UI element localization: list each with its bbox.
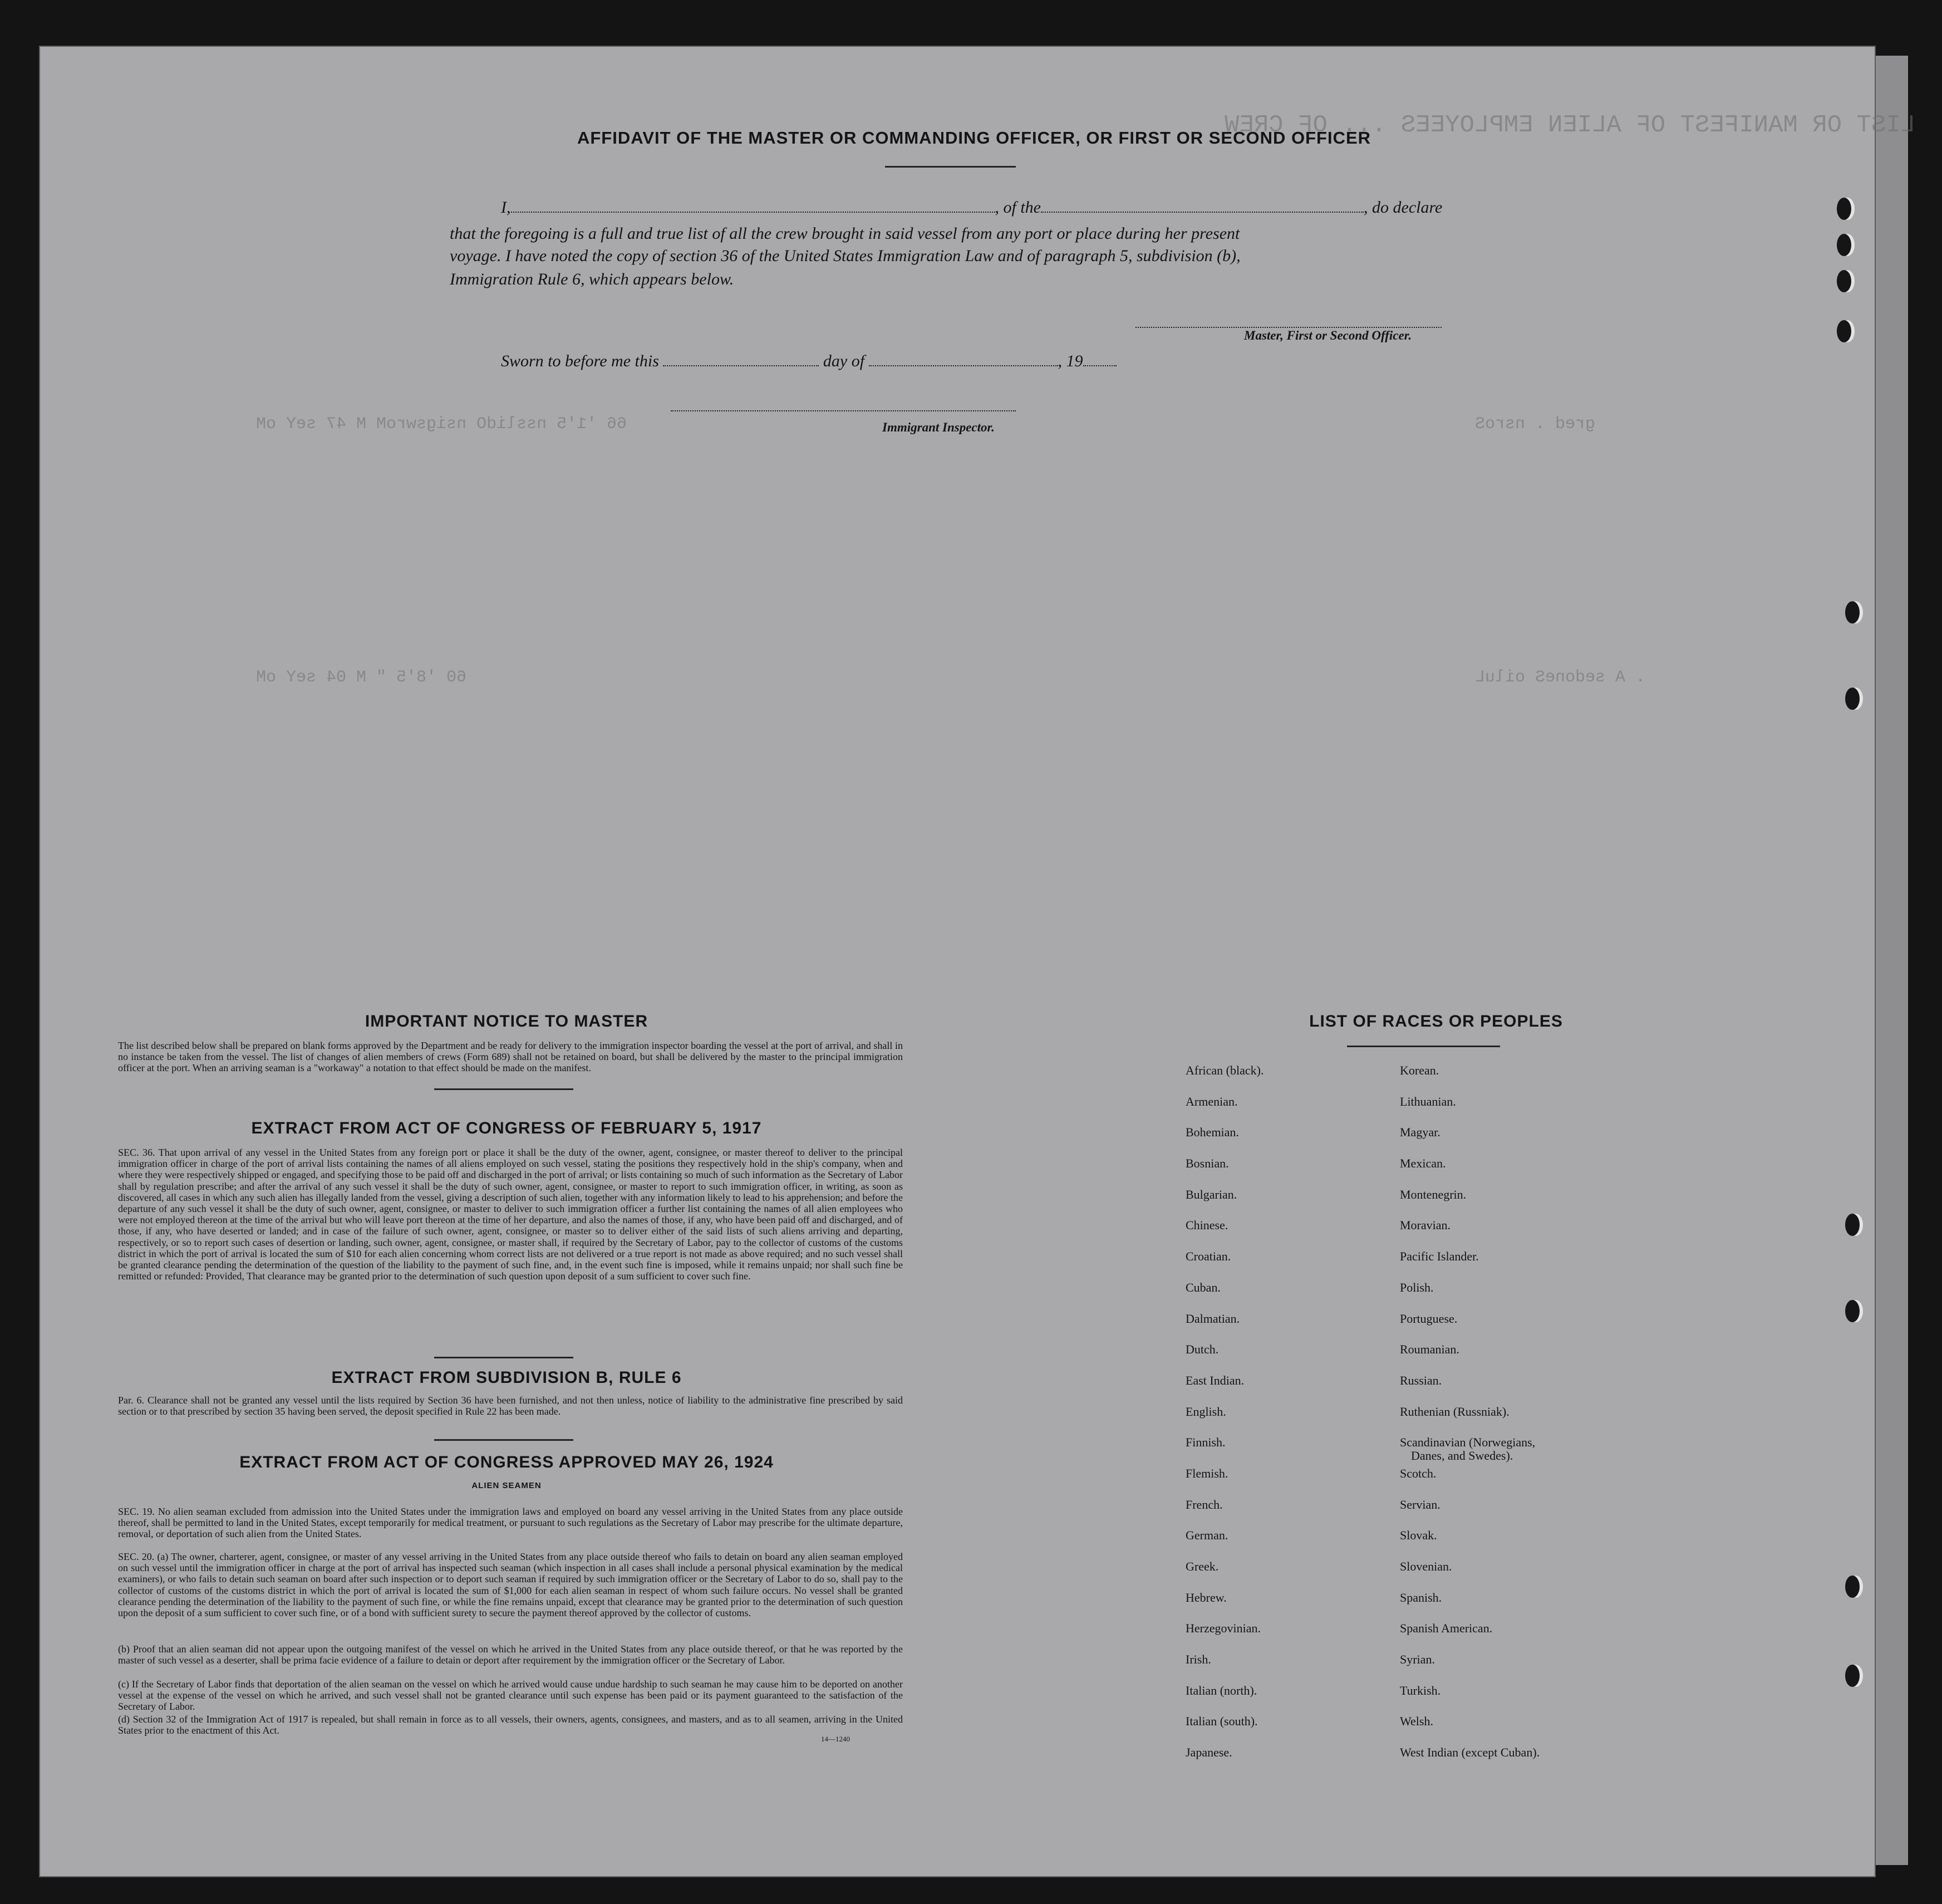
bleed-through-text: LIST OR MANIFEST OF ALIEN EMPLOYEES ... OF CREW [1225, 111, 1916, 139]
extract-rule6-body: Par. 6. Clearance shall not be granted any vessel until the lists required by Section 36 have been furnished, and not then unless, notice of liability to the administrative fine prescribed by said section or to that prescribed by section 35 having been served, the deposit specified in Rule 22 has been made. [118, 1395, 903, 1417]
sworn-label: Sworn to before me this [501, 352, 659, 370]
sheet-edge [1876, 56, 1908, 1865]
binder-hole [1837, 234, 1851, 256]
race-item: Bosnian. [1186, 1156, 1229, 1171]
race-item: Montenegrin. [1400, 1187, 1467, 1201]
notice-body: The list described below shall be prepared on blank forms approved by the Department and be ready for delivery to the immigration inspector boarding the vessel at the port of arrival, and shall in no instance be taken from the vessel. The list of changes of alien members of crews (Form 689) shall not be retained on board, but shall be delivered by the master to the principal immigration officer at the port. When an arriving seaman is a "workaway" a notation to that effect should be made on the manifest. [118, 1040, 903, 1073]
master-signature-caption: Master, First or Second Officer. [1244, 328, 1412, 342]
race-item: English. [1186, 1404, 1226, 1419]
race-item: Korean. [1400, 1063, 1439, 1077]
race-item [1400, 1435, 1540, 1466]
race-item: East Indian. [1186, 1373, 1245, 1387]
binder-hole [1845, 1214, 1860, 1236]
race-item: Herzegovinian. [1186, 1621, 1261, 1636]
race-item: Hebrew. [1186, 1590, 1227, 1604]
master-signature-line[interactable] [1135, 326, 1442, 328]
races-left-column [1186, 1063, 1263, 1777]
race-item: Bulgarian. [1186, 1187, 1237, 1201]
race-item: Servian. [1400, 1497, 1440, 1512]
race-item: Lithuanian. [1400, 1094, 1456, 1108]
extract-rule6-title: EXTRACT FROM SUBDIVISION B, RULE 6 [331, 1368, 682, 1387]
race-item: Syrian. [1400, 1652, 1435, 1667]
race-item: Mexican. [1400, 1156, 1446, 1171]
race-item: Pacific Islander. [1400, 1249, 1479, 1264]
extract-1917-body: SEC. 36. That upon arrival of any vessel in the United States from any foreign port or place it shall be the duty of the owner, agent, consignee, or master thereof to deliver to the principal immigration officer in charge of the port of arrival lists containing the names of all aliens employed on such vessel, stating the positions they respectively hold in the ship's company, when and where they were respectively shipped or engaged, and specifying those to be paid off and discharged in the port of arrival; or lists containing so much of such information as the Secretary of Labor shall by regulation prescribe; and after the arrival of any such vessel it shall be the duty of such owner, agent, consignee, or master to report to such immigration officer, in writing, as soon as discovered, all cases in which any such alien has illegally landed from the vessel, giving a description of such alien, together with any information likely to lead to his apprehension; and before the departure of any such vessel it shall be the duty of such owner, agent, consignee, or master to deliver to such immigration officer a further list containing the names of all alien employees who were not employed thereon at the time of the arrival but who will leave port thereon at the time of her departure, and also the names of those, if any, who have been paid off and discharged, and of those, if any, who have deserted or landed; and in case of the failure of such owner, agent, consignee, or master so to deliver either of the said lists of such aliens arriving and departing, respectively, or so to report such cases of desertion or landing, such owner, agent, consignee, or master shall, if required by the Secretary of Labor, pay to the collector of customs of the customs district in which the port of arrival is located the sum of $10 for each alien concerning whom correct lists are not delivered or a true report is not made as above required; and no such vessel shall be granted clearance pending the determination of the question of the liability to the payment of such fine, and, in the event such fine is imposed, while it remains unpaid; nor shall such fine be remitted or refunded: Provided, That clearance may be granted prior to the determination of such question upon deposit of a sum sufficient to cover such fine. [118, 1147, 903, 1282]
master-name-blank[interactable] [511, 212, 995, 213]
race-item: Portuguese. [1400, 1311, 1458, 1326]
race-item: Cuban. [1186, 1280, 1221, 1294]
race-item: Slovenian. [1400, 1559, 1452, 1573]
binder-hole [1837, 320, 1851, 342]
race-item: Ruthenian (Russniak). [1400, 1404, 1510, 1419]
sworn-year-blank[interactable] [1083, 365, 1117, 366]
affidavit-line-4: Immigration Rule 6, which appears below. [450, 270, 734, 288]
race-item: Magyar. [1400, 1125, 1440, 1140]
affidavit-i-label: I, [501, 198, 511, 217]
race-item: French. [1186, 1497, 1223, 1512]
race-item: Italian (north). [1186, 1683, 1257, 1697]
extract-1924-subtitle: ALIEN SEAMEN [471, 1481, 542, 1490]
race-item: Japanese. [1186, 1745, 1232, 1760]
race-item: Polish. [1400, 1280, 1434, 1294]
race-item: Roumanian. [1400, 1342, 1459, 1357]
sworn-month-blank[interactable] [869, 365, 1058, 366]
race-item: Welsh. [1400, 1714, 1433, 1729]
affidavit-declare-label: , do declare [1364, 198, 1443, 217]
race-item: Armenian. [1186, 1094, 1238, 1108]
race-item: Chinese. [1186, 1218, 1228, 1233]
affidavit-line-3: voyage. I have noted the copy of section 36 of the United States Immigration Law and of paragraph 5, subdivision (b), [450, 247, 1241, 265]
binder-hole [1845, 601, 1860, 624]
race-item: Moravian. [1400, 1218, 1451, 1233]
race-item: Spanish. [1400, 1590, 1442, 1604]
race-item: German. [1186, 1528, 1228, 1543]
bleed-through-text: gred . nsroS [1475, 415, 1596, 434]
race-item: Turkish. [1400, 1683, 1441, 1697]
race-item: Spanish American. [1400, 1621, 1493, 1636]
race-item-continuation: Danes, and Swedes). [1411, 1449, 1513, 1463]
race-item: Scotch. [1400, 1466, 1437, 1480]
race-item: Italian (south). [1186, 1714, 1258, 1729]
race-item: Flemish. [1186, 1466, 1228, 1480]
inspector-signature-line[interactable] [671, 409, 1016, 411]
vessel-name-blank[interactable] [1041, 212, 1364, 213]
sworn-day-blank[interactable] [663, 365, 819, 366]
race-item: Irish. [1186, 1652, 1211, 1667]
race-item: Bohemian. [1186, 1125, 1239, 1140]
extract-1924-sec10: SEC. 19. No alien seaman excluded from admission into the United States under the immigration laws and employed on board any vessel arriving in the United States from any place outside thereof, shall be permitted to land in the United States, except temporarily for medical treatment, or pursuant to such regulations as the Secretary of Labor may prescribe for the ultimate departure, removal, or deportation of such alien from the United States. [118, 1506, 903, 1540]
race-item: West Indian (except Cuban). [1400, 1745, 1540, 1760]
extract-1917-divider [434, 1357, 573, 1358]
races-title: LIST OF RACES OR PEOPLES [1309, 1012, 1563, 1030]
form-number: 14—1240 [821, 1735, 850, 1743]
day-of-label: day of [823, 352, 865, 370]
extract-1924-sec20c: (c) If the Secretary of Labor finds that deportation of the alien seaman on the vessel on which he arrived would cause undue hardship to such seaman he may cause him to be deported on another vessel at the expense of the vessel on which he arrived, and such vessel shall not be granted clearance until such expense has been paid or its payment guaranteed to the satisfaction of the Secretary of Labor. [118, 1679, 903, 1712]
binder-hole [1845, 1300, 1860, 1322]
races-title-rule [1347, 1046, 1500, 1047]
race-item: African (black). [1186, 1063, 1264, 1077]
bleed-through-text: . A sedoneS oiluL [1475, 668, 1646, 687]
binder-hole [1837, 270, 1851, 292]
affidavit-title: AFFIDAVIT OF THE MASTER OR COMMANDING OFFICER, OR FIRST OR SECOND OFFICER [577, 128, 1371, 148]
binder-hole [1845, 1576, 1860, 1598]
race-item: Russian. [1400, 1373, 1442, 1387]
binder-hole [1845, 688, 1860, 710]
binder-hole [1837, 198, 1851, 220]
affidavit-line-1 [501, 198, 1442, 217]
affidavit-of-label: , of the [995, 198, 1041, 217]
extract-1917-title: EXTRACT FROM ACT OF CONGRESS OF FEBRUARY 5, 1917 [251, 1119, 762, 1137]
extract-1924-sec20a: SEC. 20. (a) The owner, charterer, agent, consignee, or master of any vessel arriving in the United States from any place outside thereof who fails to detain on board any alien seaman employed on such vessel until the immigration officer in charge at the port of arrival has inspected such seaman (which inspection in all cases shall include a personal physical examination by the medical examiners), or who fails to detain such seaman on board after such inspection or to deport such seaman if required by such immigration officer or the Secretary of Labor to do so, shall pay to the collector of customs of the customs district in which the port of arrival is located the sum of $1,000 for each alien seaman in respect of whom such failure occurs. No vessel shall be granted clearance pending the determination of the liability to the payment of such fine, or while the fine remains unpaid, except that clearance may be granted prior to the determination of such question upon the deposit of a sum sufficient to cover such fine, or of a bond with sufficient surety to secure the payment thereof approved by the collector of customs. [118, 1551, 903, 1619]
extract-1924-title: EXTRACT FROM ACT OF CONGRESS APPROVED MAY 26, 1924 [239, 1453, 774, 1471]
sworn-year-label: , 19 [1058, 352, 1083, 370]
affidavit-line-2: that the foregoing is a full and true list of all the crew brought in said vessel from any port or place during her present [450, 224, 1240, 243]
inspector-caption: Immigrant Inspector. [882, 420, 995, 434]
bleed-through-text: 60 '8'5 " M 04 seY oM [256, 668, 467, 687]
binder-hole [1845, 1665, 1860, 1687]
bleed-through-text: 66 '1'5 nsslidO nsigswroM M 47 seY oM [256, 415, 627, 434]
sworn-line [501, 352, 1117, 371]
race-item: Croatian. [1186, 1249, 1231, 1264]
race-item: Slovak. [1400, 1528, 1437, 1543]
affidavit-title-rule [885, 166, 1016, 168]
extract-1924-sec20b: (b) Proof that an alien seaman did not appear upon the outgoing manifest of the vessel on which he arrived in the United States from any place outside thereof, or that he was reported by the master of such vessel as a deserter, shall be prima facie evidence of a failure to detain or deport after requirement by the immigration officer or the Secretary of Labor. [118, 1643, 903, 1666]
notice-title: IMPORTANT NOTICE TO MASTER [365, 1012, 648, 1030]
race-item: Dutch. [1186, 1342, 1219, 1357]
race-item: Finnish. [1186, 1435, 1226, 1450]
race-item: Greek. [1186, 1559, 1219, 1573]
race-item: Dalmatian. [1186, 1311, 1240, 1326]
notice-divider [434, 1088, 573, 1090]
extract-1924-sec20d: (d) Section 32 of the Immigration Act of 1917 is repealed, but shall remain in force as to all vessels, their owners, agents, consignees, and masters, and as to all seamen, arriving in the United States prior to the enactment of this Act. [118, 1714, 903, 1736]
races-right-column [1400, 1063, 1540, 1777]
extract-rule6-divider [434, 1439, 573, 1441]
race-item-label: Scandinavian (Norwegians, [1400, 1435, 1536, 1450]
